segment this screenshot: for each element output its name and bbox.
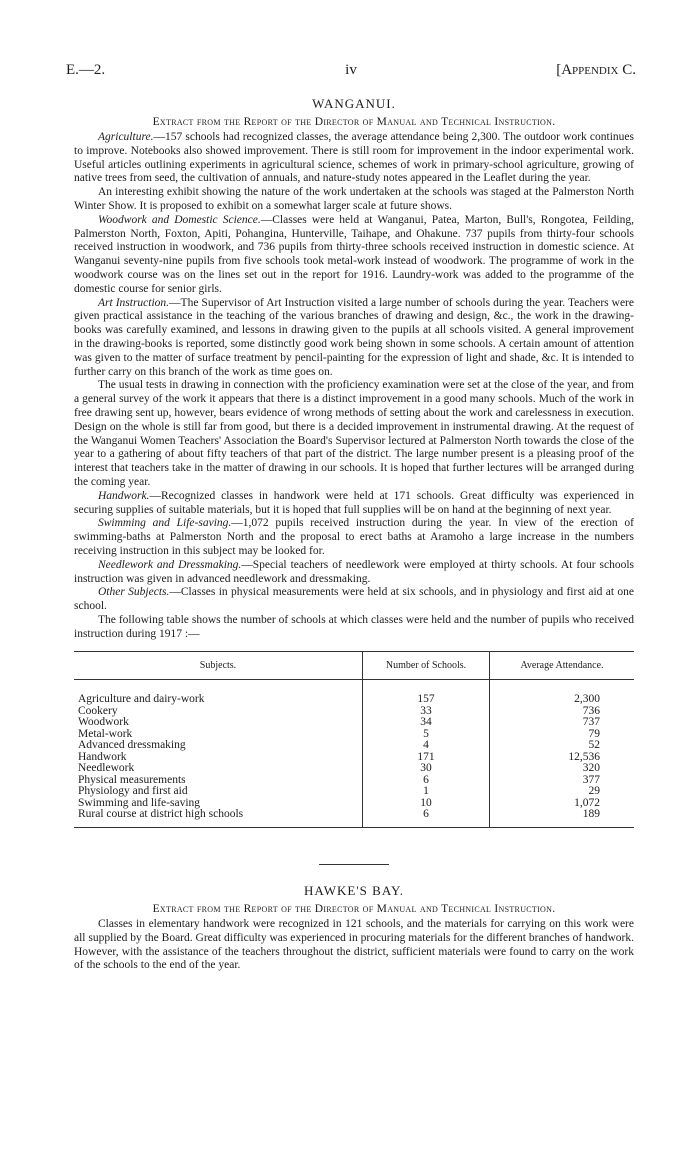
attendance-cell: 12,536: [490, 752, 635, 764]
header-page-number: iv: [345, 62, 357, 78]
table-row: [74, 740, 634, 752]
paragraph-lead: Needlework and Dressmaking.: [98, 558, 242, 571]
section-subtitle: Extract from the Report of the Director of Manual and Technical Instruction.: [152, 116, 556, 128]
schools-cell: 4: [363, 740, 490, 752]
paragraph-text: —157 schools had recognized classes, the average attendance being 2,300. The outdoor work continues to improve. Notebooks also showed improvement. There is still room for improvement in the indoor experimental work. Useful articles outlining experiments in agricultural science, schemes of work in primary-school agriculture, growing of native trees from seed, the cultivation of annuals, and nature-study notes appeared in the Leaflet during the year.: [74, 131, 634, 185]
table-row: [74, 694, 634, 706]
attendance-cell: 377: [490, 775, 635, 787]
paragraph-text: —Recognized classes in handwork were held at 171 schools. Great difficulty was experienced in securing supplies of suitable materials, but it is hoped that full supplies will be on hand at the beginning of next year.: [74, 489, 634, 516]
header-appendix-label: [Appendix C.: [556, 62, 636, 78]
subject-name: Physiology and first aid: [78, 785, 188, 798]
subject-name: Swimming and life-saving: [78, 796, 201, 809]
paragraph-lead: Handwork.: [98, 489, 150, 502]
classes-table: [74, 651, 634, 828]
schools-cell: 6: [363, 775, 490, 787]
schools-cell: 33: [363, 706, 490, 718]
attendance-cell: 29: [490, 786, 635, 798]
attendance-cell: 737: [490, 717, 635, 729]
attendance-cell: 2,300: [490, 694, 635, 706]
column-header-schools: Number of Schools.: [363, 652, 490, 680]
paragraph: [74, 517, 634, 558]
paragraph-text: —The Supervisor of Art Instruction visited a large number of schools during the year. Teachers were given practical assistance in the teaching of the various branches of drawing and design, &c., the work in the drawing-books was carefully examined, and lessons in drawing given to the pupils at all schools visited. A general improvement in the drawing-books is reported, some distinctly good work being shown in some schools. A certain amount of attention was given to the matter of surface treatment by pencil-painting for the expression of light and shade, &c. It is intended to further carry on this branch of the work as time goes on.: [74, 296, 634, 378]
paragraph: [74, 131, 634, 186]
subject-name: Woodwork: [78, 716, 129, 729]
table-spacer: [74, 821, 634, 828]
section-subtitle: Extract from the Report of the Director of Manual and Technical Instruction.: [152, 902, 556, 915]
paragraph: [74, 614, 634, 642]
subject-name: Metal-work: [78, 727, 133, 740]
paragraph: [74, 214, 634, 297]
table-body: [74, 680, 634, 828]
section-divider: [319, 864, 389, 865]
table-row: [74, 717, 634, 729]
paragraph: [74, 586, 634, 614]
schools-cell: 34: [363, 717, 490, 729]
subject-name: Agriculture and dairy-work: [78, 693, 205, 706]
subject-name: Needlework: [78, 762, 135, 775]
paragraph-text: Classes in elementary handwork were recognized in 121 schools, and the materials for carrying on this work were all supplied by the Board. Great difficulty was experienced in procuring materials for the different branches of handwork. However, with the assistance of the teachers throughout the district, sufficient materials were found to carry on the work of the schools to the end of the year.: [74, 917, 634, 972]
attendance-cell: 1,072: [490, 798, 635, 810]
subject-cell: [74, 809, 363, 821]
schools-cell: 6: [363, 809, 490, 821]
paragraph-text: —Classes were held at Wanganui, Patea, Marton, Bull's, Rongotea, Feilding, Palmerston North, Foxton, Apiti, Pohangina, Hunterville, Taihape, and Ohakune. 737 pupils from thirty-four schools received instruction in woodwork, and 736 pupils from thirty-three schools received instruction in domestic science. At Wanganui seventy-nine pupils from five schools took metal-work instead of woodwork. The programme of work in the woodwork course was on the lines set out in the report for 1916. Laundry-work was added to the programme of the domestic course for senior girls.: [74, 213, 634, 295]
hawkes-bay-section: [74, 883, 634, 973]
subject-name: Cookery: [78, 704, 118, 717]
column-header-attendance: Average Attendance.: [490, 652, 635, 680]
attendance-cell: 189: [490, 809, 635, 821]
paragraph-text: The following table shows the number of schools at which classes were held and the number of pupils who received instruction during 1917 :—: [74, 613, 634, 640]
paragraph: [74, 379, 634, 489]
attendance-cell: 79: [490, 729, 635, 741]
schools-cell: 157: [363, 694, 490, 706]
table-spacer: [74, 680, 634, 695]
subject-name: Rural course at district high schools: [78, 808, 244, 821]
paragraph: [74, 186, 634, 214]
paragraph-text: —1,072 pupils received instruction during the year. In view of the erection of swimming-baths at Palmerston North and the proposal to erect baths at Aramoho a large increase in the numbers receiving instruction in this subject may be looked for.: [74, 517, 634, 557]
page-header: [66, 62, 636, 82]
paragraph-lead: Art Instruction.: [98, 296, 170, 309]
paragraph-text: The usual tests in drawing in connection with the proficiency examination were set at the close of the year, and from a general survey of the work it appears that there is a distinct improvement in a good many schools. Much of the work in free drawing sent up, however, bears evidence of wrong methods of setting about the work and carelessness in execution. Design on the whole is still far from good, but there is a decided improvement in instrumental drawing. At the request of the Wanganui Women Teachers' Association the Board's Supervisor lectured at Palmerston North towards the close of the year to a gathering of about fifty teachers of that part of the district. The large number present is a pleasing proof of the interest that teachers take in the matter of drawing in our schools. It is hoped that further lectures will be arranged during the coming year.: [74, 379, 634, 488]
paragraph-text: An interesting exhibit showing the nature of the work undertaken at the schools was staged at the Palmerston North Winter Show. It is proposed to exhibit on a somewhat larger scale at future shows.: [74, 186, 634, 212]
table-row: [74, 752, 634, 764]
section-title: HAWKE'S BAY.: [304, 882, 404, 898]
table-row: [74, 706, 634, 718]
attendance-cell: 320: [490, 763, 635, 775]
paragraph: [74, 559, 634, 587]
schools-cell: 10: [363, 798, 490, 810]
schools-cell: 171: [363, 752, 490, 764]
wanganui-body: [74, 131, 634, 641]
subject-name: Handwork: [78, 750, 127, 763]
table-row: [74, 809, 634, 821]
wanganui-section: [74, 96, 634, 828]
page-content: [74, 96, 634, 973]
section-title: WANGANUI.: [312, 96, 396, 111]
header-report-code: E.—2.: [66, 62, 106, 78]
paragraph: [74, 297, 634, 380]
paragraph-text: —Special teachers of needlework were employed at thirty schools. At four schools instruction was given in advanced needlework and dressmaking.: [74, 558, 634, 585]
paragraph-lead: Swimming and Life-saving.: [98, 517, 232, 530]
paragraph-lead: Woodwork and Domestic Science.: [98, 213, 261, 226]
attendance-cell: 52: [490, 740, 635, 752]
table-header-row: [74, 652, 634, 680]
subject-name: Advanced dressmaking: [78, 739, 186, 752]
paragraph-text: —Classes in physical measurements were held at six schools, and in physiology and first aid at one school.: [74, 586, 634, 613]
paragraph-lead: Agriculture.: [98, 131, 154, 143]
paragraph: [74, 490, 634, 518]
schools-cell: 5: [363, 729, 490, 741]
schools-cell: 1: [363, 786, 490, 798]
attendance-cell: 736: [490, 706, 635, 718]
schools-cell: 30: [363, 763, 490, 775]
column-header-subjects: Subjects.: [74, 652, 363, 680]
paragraph: [74, 918, 634, 973]
subject-name: Physical measurements: [78, 773, 186, 786]
paragraph-lead: Other Subjects.: [98, 586, 170, 599]
